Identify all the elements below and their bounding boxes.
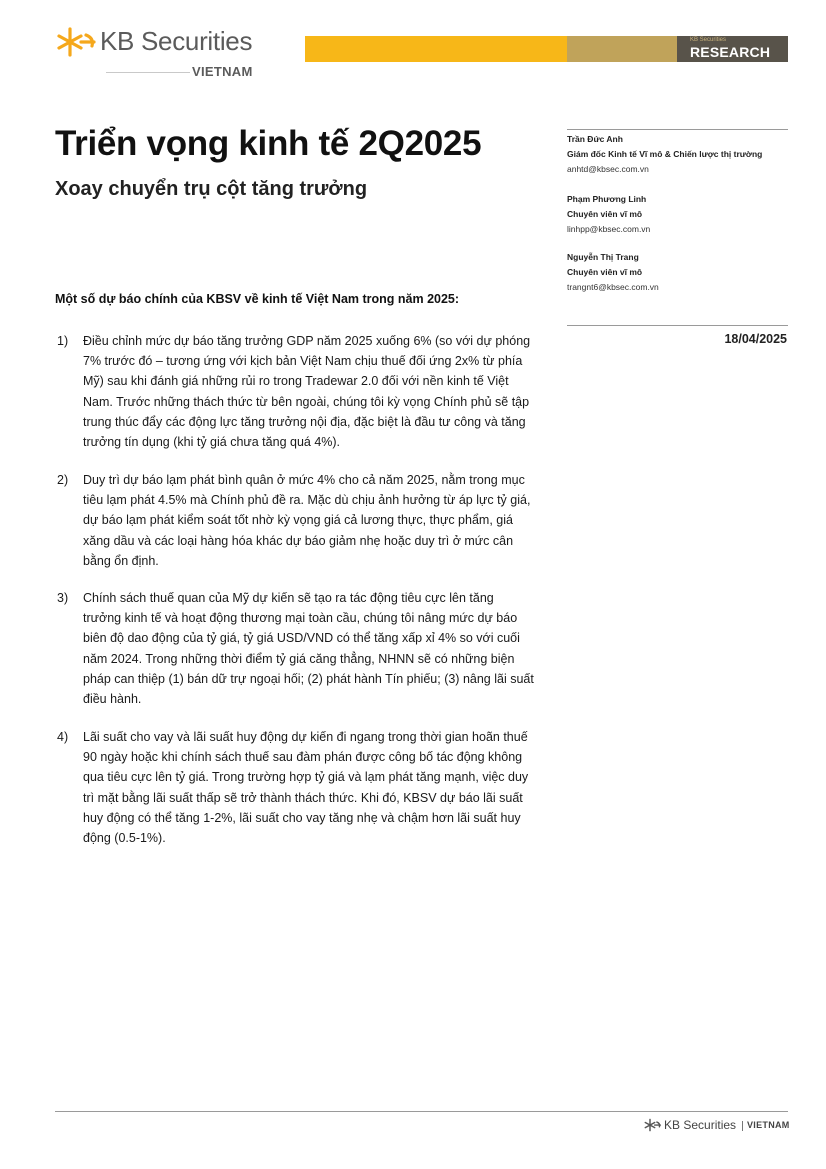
analyst-name: Trần Đức Anh xyxy=(567,134,623,144)
kb-securities-logo xyxy=(56,26,266,82)
report-subtitle: Xoay chuyển trụ cột tăng trưởng xyxy=(55,178,368,200)
item-text: Duy trì dự báo lạm phát bình quân ở mức 4% cho cả năm 2025, nằm trong mục tiêu lạm phát 4.5% mà Chính phủ đề ra. Mặc dù chịu ảnh hưởng từ áp lực tỷ giá, dự báo lạm phát kiểm soát tốt nhờ kỳ vọng giá cả lương thực, thực phẩm, giá xăng dầu và các loại hàng hóa khác dự báo giảm nhẹ hoặc duy trì ở mức cân bằng ổn định. xyxy=(83,473,531,568)
header-bar-yellow xyxy=(305,36,567,62)
analyst-name: Nguyễn Thị Trang xyxy=(567,252,639,262)
research-badge: RESEARCH xyxy=(690,44,771,60)
sidebar-divider-top xyxy=(567,129,788,130)
item-number: 2) xyxy=(57,473,69,487)
item-text: Lãi suất cho vay và lãi suất huy động dự kiến đi ngang trong thời gian hoãn thuế 90 ngày hoặc khi chính sách thuế sau đàm phán được công bố tác động không qua tiêu cực lên tỷ giá. Trong trường hợp tỷ giá và lạm phát tăng mạnh, việc duy trì mặt bằng lãi suất thấp sẽ trở thành thách thức. Khi đó, KBSV dự báo lãi suất huy động có thể tăng 1-2%, lãi suất cho vay tăng nhẹ và chậm hơn lãi suất huy động (0.5-1%). xyxy=(83,730,529,846)
forecast-item xyxy=(55,331,535,452)
logo-divider xyxy=(106,72,190,73)
brand-name: KB Securities xyxy=(100,26,253,56)
footer-divider xyxy=(55,1111,788,1112)
forecast-item xyxy=(55,470,535,571)
footer-country: VIETNAM xyxy=(747,1120,790,1130)
intro-heading: Một số dự báo chính của KBSV về kinh tế Việt Nam trong năm 2025: xyxy=(55,292,460,306)
analyst-role: Chuyên viên vĩ mô xyxy=(567,209,643,219)
analyst-email[interactable]: trangnt6@kbsec.com.vn xyxy=(567,282,659,292)
item-number: 4) xyxy=(57,730,69,744)
analyst-card xyxy=(567,192,788,237)
analyst-role: Chuyên viên vĩ mô xyxy=(567,267,643,277)
sidebar-divider-bottom xyxy=(567,325,788,326)
brand-country: VIETNAM xyxy=(192,64,253,79)
analyst-card xyxy=(567,250,788,295)
item-number: 1) xyxy=(57,334,69,348)
forecast-item xyxy=(55,588,535,709)
item-text: Điều chỉnh mức dự báo tăng trưởng GDP năm 2025 xuống 6% (so với dự phóng 7% trước đó – tương ứng với kịch bản Việt Nam chịu thuế đối ứng 2x% từ phía Mỹ) sau khi đánh giá những rủi ro trong Tradewar 2.0 đối với nền kinh tế Việt Nam. Trước những thách thức từ bên ngoài, chúng tôi kỳ vọng Chính phủ sẽ tập trung thúc đẩy các động lực tăng trưởng nội địa, đặc biệt là đầu tư công và tăng trưởng tín dụng (khi tỷ giá chưa tăng quá 4%). xyxy=(83,334,531,450)
report-title: Triển vọng kinh tế 2Q2025 xyxy=(55,124,482,163)
report-date: 18/04/2025 xyxy=(724,332,787,346)
analyst-role: Giám đốc Kinh tế Vĩ mô & Chiến lược thị trường xyxy=(567,149,763,159)
kb-star-icon xyxy=(644,1118,662,1133)
forecast-item xyxy=(55,727,535,848)
analyst-email[interactable]: linhpp@kbsec.com.vn xyxy=(567,224,651,234)
header-bar-gold xyxy=(567,36,677,62)
item-number: 3) xyxy=(57,591,69,605)
kb-star-icon xyxy=(56,26,98,60)
analyst-email[interactable]: anhtd@kbsec.com.vn xyxy=(567,164,649,174)
analyst-card xyxy=(567,132,788,177)
footer-separator xyxy=(742,1121,743,1131)
item-text: Chính sách thuế quan của Mỹ dự kiến sẽ tạo ra tác động tiêu cực lên tăng trưởng kinh tế và hoạt động thương mại toàn cầu, chúng tôi nâng mức dự báo biên độ dao động của tỷ giá, tỷ giá USD/VND có thể tăng xấp xỉ 4% so với cuối năm 2024. Trong những thời điểm tỷ giá căng thẳng, NHNN sẽ có những biện pháp can thiệp (1) bán dữ trự ngoại hối; (2) phát hành Tín phiếu; (3) nâng lãi suất điều hành. xyxy=(83,591,534,707)
footer-brand: KB Securities xyxy=(664,1118,737,1132)
footer-logo xyxy=(644,1117,790,1135)
analyst-name: Phạm Phương Linh xyxy=(567,194,647,204)
research-badge-brand: KB Securities xyxy=(690,37,727,43)
